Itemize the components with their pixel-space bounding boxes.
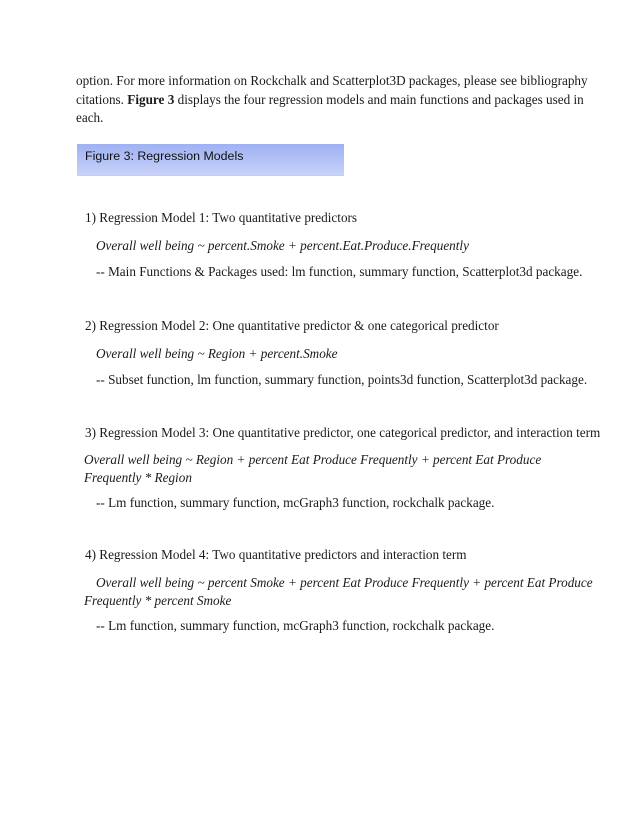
model-functions: -- Main Functions & Packages used: lm function, summary function, Scatterplot3d package. [96, 264, 583, 279]
intro-paragraph [76, 72, 588, 128]
model-title: 4) Regression Model 4: Two quantitative predictors and interaction term [85, 547, 467, 562]
formula-line: Overall well being ~ percent.Smoke + percent.Eat.Produce.Frequently [96, 238, 469, 253]
model-formula [84, 451, 574, 487]
model-title: 1) Regression Model 1: Two quantitative predictors [85, 210, 358, 225]
model-functions: -- Subset function, lm function, summary function, points3d function, Scatterplot3d package. [96, 372, 588, 387]
intro-line-2-pre: citations. [76, 91, 128, 107]
formula-line: Frequently * Region [84, 470, 192, 485]
model-formula [84, 574, 593, 610]
model-formula [96, 345, 586, 363]
formula-line: Overall well being ~ Region + percent Eat Produce Frequently + percent Eat Produce [84, 452, 542, 467]
figure-caption-label: Figure 3: Regression Models [85, 149, 244, 163]
model-title: 3) Regression Model 3: One quantitative predictor, one categorical predictor, and interaction term [85, 425, 601, 440]
model-title: 2) Regression Model 2: One quantitative predictor & one categorical predictor [85, 318, 499, 333]
formula-line: Overall well being ~ percent Smoke + percent Eat Produce Frequently + percent Eat Produce [96, 575, 593, 590]
formula-line: Overall well being ~ Region + percent.Smoke [96, 346, 338, 361]
model-functions: -- Lm function, summary function, mcGraph3 function, rockchalk package. [96, 495, 495, 510]
figure-reference: Figure 3 [127, 91, 175, 107]
intro-line-2 [76, 91, 584, 110]
intro-line-1: option. For more information on Rockchalk and Scatterplot3D packages, please see bibliography [76, 73, 588, 88]
model-formula [96, 237, 586, 255]
model-functions: -- Lm function, summary function, mcGraph3 function, rockchalk package. [96, 618, 495, 633]
figure-caption-banner [77, 144, 344, 176]
intro-line-3: each. [76, 110, 104, 125]
formula-line: Frequently * percent Smoke [84, 593, 232, 608]
intro-line-2-post: displays the four regression models and main functions and packages used in [174, 91, 584, 107]
